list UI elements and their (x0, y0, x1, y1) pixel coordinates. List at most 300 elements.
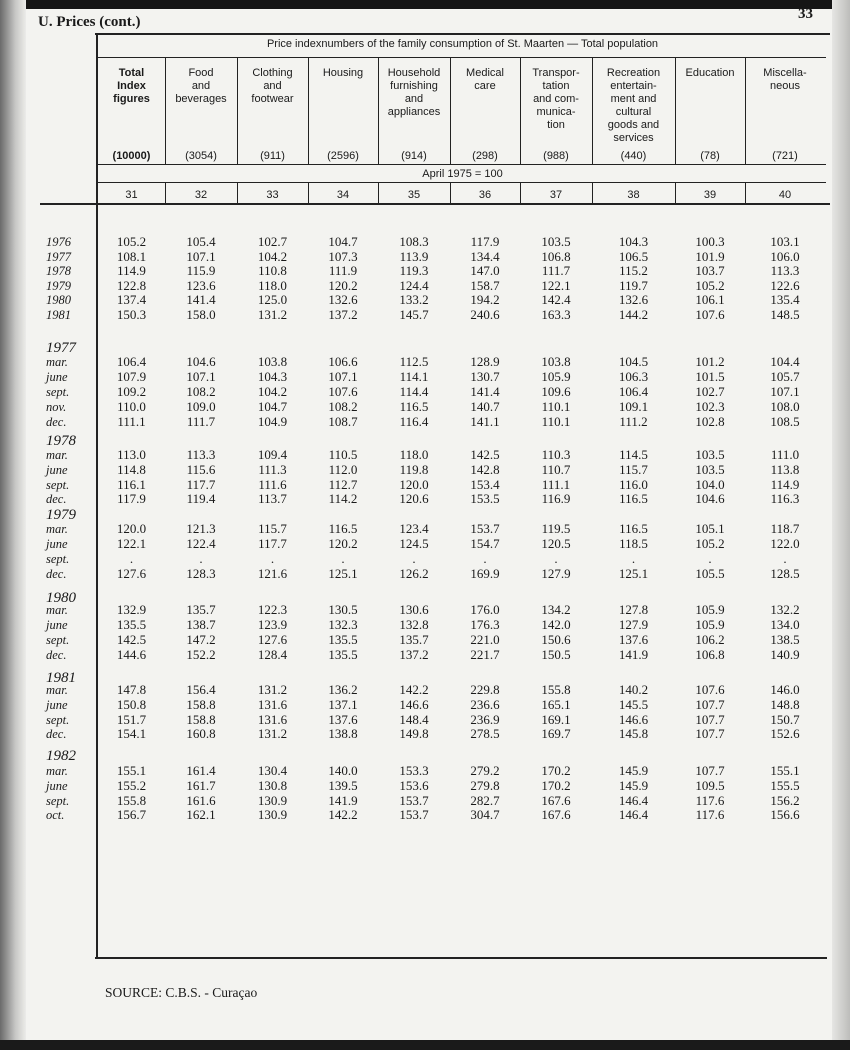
table-cell: 141.4 (470, 384, 500, 399)
column-header: Total Index figures (113, 67, 150, 105)
table-cell: 150.8 (116, 696, 147, 712)
table-cell: 109.5 (695, 777, 725, 793)
table-cell: 229.8 (470, 682, 500, 697)
table-cell: 147.0 (470, 263, 500, 278)
year-group-heading: 1979 (46, 507, 76, 523)
table-cell: 142.8 (470, 461, 500, 477)
header-bottom-rule (40, 203, 830, 205)
table-cell: 137.2 (399, 647, 429, 662)
column-header: Housing (322, 67, 364, 79)
page-number: 33 (798, 6, 813, 22)
row-label: nov. (46, 400, 67, 414)
table-cell: 118.5 (619, 536, 648, 551)
table-cell: 110.1 (541, 399, 571, 414)
table-cell: 103.8 (257, 354, 288, 369)
table-cell: 108.3 (399, 234, 429, 249)
row-label: june (46, 697, 68, 712)
table-cell: 146.6 (618, 711, 649, 727)
row-label: 1977 (46, 249, 71, 264)
year-group-heading: 1980 (46, 590, 76, 606)
table-cell: 126.2 (399, 566, 429, 581)
table-cell: 279.8 (470, 777, 500, 793)
table-cell: 158.0 (186, 306, 216, 322)
table-cell: 304.7 (470, 807, 500, 823)
table-cell: 147.2 (186, 632, 216, 647)
table-cell: 138.8 (328, 726, 358, 742)
table-cell: 117.9 (470, 234, 500, 249)
page-top-edge (0, 0, 850, 9)
table-cell: 124.4 (399, 277, 429, 293)
table-cell: 110.0 (117, 399, 146, 414)
table-cell: 116.4 (399, 414, 429, 429)
table-cell: 111.0 (770, 447, 800, 462)
table-cell: 169.1 (541, 711, 571, 727)
table-cell: 115.7 (258, 521, 287, 536)
table-cell: 105.2 (116, 234, 147, 249)
table-cell: 104.6 (186, 354, 216, 369)
row-label: 1979 (46, 278, 71, 293)
table-cell: 101.2 (695, 354, 725, 369)
table-cell: 116.5 (619, 521, 648, 536)
table-cell: 114.1 (399, 369, 429, 384)
table-cell: 113.7 (258, 491, 287, 507)
table-cell: 106.1 (695, 292, 725, 307)
table-cell: 107.6 (328, 384, 358, 399)
table-cell: 140.0 (328, 763, 358, 778)
column-header: Education (685, 67, 735, 79)
table-cell: 138.7 (186, 617, 216, 632)
table-cell: 108.5 (770, 414, 800, 429)
table-cell: 105.1 (695, 521, 725, 536)
table-cell: 104.9 (257, 414, 288, 429)
table-cell: 134.0 (770, 617, 800, 632)
table-cell: 148.8 (770, 696, 800, 712)
table-cell: 108.0 (770, 399, 800, 414)
table-cell: 107.7 (695, 711, 725, 727)
table-cell: 154.7 (470, 536, 500, 551)
bottom-rule (95, 957, 827, 959)
table-cell: 103.1 (770, 234, 800, 249)
table-cell: 221.7 (470, 647, 500, 662)
table-cell: 169.7 (541, 726, 571, 742)
column-weight: (914) (401, 150, 427, 162)
table-cell: . (270, 551, 275, 566)
table-cell: 134.4 (470, 248, 500, 264)
base-rule (98, 182, 826, 183)
table-cell: 116.1 (117, 476, 146, 492)
table-cell: 150.3 (116, 306, 147, 322)
table-cell: 130.9 (257, 792, 288, 808)
table-cell: 116.5 (399, 399, 429, 414)
table-cell: 105.2 (695, 536, 725, 551)
row-label: mar. (46, 355, 68, 369)
table-cell: 107.9 (116, 369, 147, 384)
table-cell: 121.3 (186, 521, 216, 536)
table-cell: 107.7 (695, 726, 725, 742)
table-cell: 130.4 (257, 763, 288, 778)
table-cell: 146.4 (618, 792, 649, 808)
row-label: dec. (46, 492, 67, 507)
table-cell: 117.7 (258, 536, 287, 551)
table-cell: 116.9 (541, 491, 571, 507)
table-title: Price indexnumbers of the family consumption of St. Maarten — Total population (266, 38, 659, 50)
table-cell: 145.9 (618, 763, 649, 778)
table-cell: 109.6 (541, 384, 571, 399)
table-cell: 105.9 (695, 617, 725, 632)
table-cell: 106.3 (618, 369, 649, 384)
row-label: sept. (46, 793, 70, 808)
table-cell: 141.4 (186, 292, 216, 307)
table-cell: 136.2 (328, 682, 358, 697)
table-cell: 116.5 (619, 491, 648, 507)
table-cell: 128.5 (770, 566, 800, 581)
table-cell: 111.2 (619, 414, 648, 429)
year-group-heading: 1977 (46, 340, 76, 356)
table-cell: 236.9 (470, 711, 500, 727)
table-cell: 115.2 (619, 263, 648, 278)
table-cell: 116.5 (328, 521, 358, 536)
table-cell: 106.8 (695, 647, 725, 662)
table-cell: 100.3 (695, 234, 725, 249)
table-cell: 113.3 (186, 447, 216, 462)
table-cell: 153.7 (470, 521, 500, 536)
table-cell: 153.6 (399, 777, 429, 793)
table-cell: 156.4 (186, 682, 216, 697)
table-cell: 107.7 (695, 696, 725, 712)
row-label: 1978 (46, 264, 71, 278)
table-cell: 125.1 (328, 566, 358, 581)
table-cell: 151.7 (116, 711, 147, 727)
table-cell: 131.2 (257, 682, 288, 697)
table-cell: 140.9 (770, 647, 800, 662)
table-cell: 131.6 (257, 696, 288, 712)
table-cell: 114.9 (770, 476, 800, 492)
table-cell: 170.2 (541, 777, 571, 793)
table-cell: 137.1 (328, 696, 358, 712)
column-number: 35 (407, 189, 421, 201)
table-cell: 102.8 (695, 414, 725, 429)
table-cell: 106.4 (116, 354, 147, 369)
table-cell: 107.3 (328, 248, 358, 264)
table-cell: 142.4 (541, 292, 571, 307)
table-cell: 109.1 (618, 399, 649, 414)
table-cell: 120.2 (328, 536, 358, 551)
row-label: dec. (46, 415, 67, 429)
table-cell: 160.8 (186, 726, 216, 742)
table-cell: 153.4 (470, 476, 500, 492)
table-cell: 107.6 (695, 306, 725, 322)
table-cell: 127.9 (541, 566, 571, 581)
table-cell: 125.1 (618, 566, 649, 581)
table-cell: 123.6 (186, 277, 216, 293)
table-cell: 123.9 (257, 617, 288, 632)
table-cell: 119.8 (399, 461, 429, 477)
table-cell: 122.3 (257, 602, 288, 617)
row-label: mar. (46, 764, 68, 778)
column-header: Food and beverages (175, 67, 227, 105)
table-cell: 142.0 (541, 617, 571, 632)
column-number: 40 (778, 189, 792, 201)
table-cell: 106.4 (618, 384, 649, 399)
table-cell: 130.7 (470, 369, 500, 384)
row-label: 1981 (46, 307, 71, 322)
table-cell: 135.4 (770, 292, 800, 307)
table-cell: 106.2 (695, 632, 725, 647)
row-label: oct. (46, 808, 65, 823)
table-cell: 142.5 (116, 632, 147, 647)
table-cell: 118.0 (258, 277, 287, 293)
table-cell: 106.8 (541, 248, 571, 264)
table-cell: 156.2 (770, 792, 800, 808)
table-cell: 122.0 (770, 536, 800, 551)
table-cell: 156.7 (116, 807, 147, 823)
table-cell: 137.6 (618, 632, 649, 647)
table-cell: 135.5 (328, 632, 358, 647)
table-cell: 130.8 (257, 777, 288, 793)
table-cell: 104.4 (770, 354, 800, 369)
column-header: Miscella- neous (763, 67, 807, 92)
table-cell: 128.9 (470, 354, 500, 369)
table-cell: 107.1 (770, 384, 800, 399)
table-cell: 102.7 (257, 234, 288, 249)
column-number: 38 (627, 189, 640, 201)
row-label: 1976 (46, 235, 71, 249)
table-cell: 119.5 (541, 521, 571, 536)
table-cell: 117.6 (695, 807, 725, 823)
table-cell: . (341, 551, 345, 566)
column-number: 33 (266, 189, 279, 201)
table-cell: 153.7 (399, 792, 429, 808)
table-cell: 133.2 (399, 292, 429, 307)
table-cell: 132.6 (618, 292, 649, 307)
weights-rule (98, 164, 826, 165)
table-cell: 155.5 (770, 777, 800, 793)
table-cell: 117.7 (186, 476, 216, 492)
table-cell: 127.9 (618, 617, 649, 632)
table-cell: 141.1 (470, 414, 500, 429)
table-cell: 118.0 (399, 447, 429, 462)
table-cell: 111.9 (328, 263, 358, 278)
table-cell: 132.9 (116, 602, 147, 617)
table-cell: 137.6 (328, 711, 358, 727)
table-cell: 142.2 (399, 682, 429, 697)
table-cell: 127.6 (257, 632, 288, 647)
table-cell: 145.8 (618, 726, 649, 742)
table-cell: 152.6 (770, 726, 800, 742)
table-cell: . (129, 551, 134, 566)
table-cell: 120.0 (399, 476, 429, 492)
table-cell: 111.7 (186, 414, 216, 429)
row-label: 1980 (46, 293, 71, 307)
table-cell: 176.0 (470, 602, 500, 617)
table-cell: 127.6 (116, 566, 147, 581)
table-cell: 114.2 (328, 491, 358, 507)
table-cell: 138.5 (770, 632, 800, 647)
table-cell: 113.3 (770, 263, 800, 278)
table-cell: 119.7 (619, 277, 648, 293)
table-cell: 103.8 (541, 354, 571, 369)
column-header: Recreation entertain- ment and cultural goods and services (606, 67, 661, 144)
table-cell: 120.2 (328, 277, 358, 293)
table-cell: . (483, 551, 487, 566)
year-group-heading: 1978 (46, 433, 76, 449)
year-group-heading: 1981 (46, 670, 76, 686)
book-binding-shadow (0, 0, 26, 1050)
row-label: sept. (46, 633, 70, 647)
column-weight: (298) (472, 150, 498, 162)
table-cell: . (199, 551, 203, 566)
table-cell: 141.9 (328, 792, 358, 808)
row-label: dec. (46, 727, 67, 742)
row-label: mar. (46, 522, 68, 536)
column-header: Household furnishing and appliances (387, 67, 441, 118)
table-cell: 240.6 (470, 306, 500, 322)
table-cell: 104.7 (257, 399, 288, 414)
table-cell: 125.0 (257, 292, 288, 307)
table-cell: 155.1 (770, 763, 800, 778)
column-number: 32 (194, 189, 208, 201)
table-cell: 105.9 (541, 369, 571, 384)
table-cell: 140.2 (618, 682, 649, 697)
table-cell: 148.4 (399, 711, 429, 727)
table-cell: 145.5 (618, 696, 649, 712)
table-cell: 108.7 (328, 414, 358, 429)
table-cell: 122.4 (186, 536, 216, 551)
column-number: 36 (478, 189, 492, 201)
table-cell: 104.6 (695, 491, 725, 507)
table-cell: 102.7 (695, 384, 725, 399)
table-cell: 170.2 (541, 763, 571, 778)
table-cell: 122.8 (116, 277, 147, 293)
table-cell: 111.1 (117, 414, 146, 429)
table-cell: 118.7 (770, 521, 800, 536)
table-cell: 113.9 (399, 248, 429, 264)
table-cell: 153.3 (399, 763, 429, 778)
table-cell: 107.1 (328, 369, 358, 384)
table-cell: 110.1 (541, 414, 571, 429)
table-cell: 111.1 (541, 476, 571, 492)
row-label: sept. (46, 385, 70, 399)
table-cell: 142.5 (470, 447, 500, 462)
table-cell: 106.6 (328, 354, 358, 369)
table-cell: 104.5 (618, 354, 649, 369)
top-rule (95, 33, 830, 35)
column-weight: (78) (700, 150, 720, 162)
table-cell: 158.8 (186, 711, 216, 727)
table-cell: 115.6 (186, 461, 216, 477)
table-cell: 132.6 (328, 292, 358, 307)
row-label: mar. (46, 683, 68, 697)
table-cell: 116.3 (770, 491, 800, 507)
table-cell: 113.0 (117, 447, 146, 462)
table-cell: 167.6 (541, 792, 571, 808)
table-cell: 135.5 (116, 617, 147, 632)
table-cell: 158.8 (186, 696, 216, 712)
table-cell: 135.7 (399, 632, 429, 647)
column-header: Transpor- tation and com- munica- tion (532, 67, 580, 131)
table-cell: 169.9 (470, 566, 500, 581)
table-cell: 120.6 (399, 491, 429, 507)
table-cell: 144.6 (116, 647, 147, 662)
row-label: june (46, 462, 68, 477)
table-cell: 167.6 (541, 807, 571, 823)
table-cell: 194.2 (470, 292, 500, 307)
row-label: june (46, 778, 68, 793)
table-cell: 114.4 (399, 384, 429, 399)
table-cell: 144.2 (618, 306, 649, 322)
table-cell: 109.0 (186, 399, 216, 414)
table-cell: 128.4 (257, 647, 288, 662)
row-label: mar. (46, 603, 68, 617)
table-cell: 161.4 (186, 763, 216, 778)
table-cell: 154.1 (116, 726, 147, 742)
year-group-heading: 1982 (46, 748, 76, 764)
table-cell: 101.5 (695, 369, 725, 384)
table-cell: 135.7 (186, 602, 216, 617)
table-cell: 155.8 (116, 792, 147, 808)
table-cell: 146.4 (618, 807, 649, 823)
table-cell: 117.6 (695, 792, 725, 808)
table-cell: 103.5 (541, 234, 571, 249)
table-cell: 130.6 (399, 602, 429, 617)
table-cell: 150.6 (541, 632, 571, 647)
table-cell: 117.9 (117, 491, 146, 507)
table-cell: 279.2 (470, 763, 500, 778)
table-cell: . (631, 551, 636, 566)
table-cell: 128.3 (186, 566, 216, 581)
table-cell: . (554, 551, 558, 566)
table-cell: 153.7 (399, 807, 429, 823)
table-cell: 110.5 (328, 447, 358, 462)
table-cell: 141.9 (618, 647, 649, 662)
column-number: 31 (125, 189, 138, 201)
table-cell: 139.5 (328, 777, 358, 793)
column-header: Clothing and footwear (251, 67, 294, 105)
table-cell: 137.2 (328, 306, 358, 322)
table-cell: 122.6 (770, 277, 800, 293)
table-cell: 107.1 (186, 369, 216, 384)
table-cell: 105.9 (695, 602, 725, 617)
table-cell: 104.3 (618, 234, 649, 249)
table-cell: 142.2 (328, 807, 358, 823)
base-period: April 1975 = 100 (422, 168, 503, 180)
table-cell: 107.1 (186, 248, 216, 264)
table-cell: 146.0 (770, 682, 800, 697)
table-cell: 109.4 (257, 447, 288, 462)
table-cell: 134.2 (541, 602, 571, 617)
table-cell: 104.2 (257, 384, 288, 399)
column-weight: (721) (772, 150, 798, 162)
table-cell: 110.8 (258, 263, 287, 278)
table-cell: . (412, 551, 416, 566)
table-cell: 119.4 (186, 491, 216, 507)
column-weight: (2596) (327, 150, 359, 162)
table-cell: 115.7 (619, 461, 648, 477)
table-cell: 135.5 (328, 647, 358, 662)
section-title: U. Prices (cont.) (38, 14, 141, 30)
table-cell: . (783, 551, 787, 566)
table-cell: 114.5 (619, 447, 648, 462)
table-cell: 155.8 (541, 682, 571, 697)
table-cell: 130.9 (257, 807, 288, 823)
table-cell: 110.3 (541, 447, 571, 462)
row-label: sept. (46, 552, 70, 566)
table-cell: 111.7 (541, 263, 571, 278)
table-cell: 162.1 (186, 807, 216, 823)
table-cell: 221.0 (470, 632, 500, 647)
table-cell: 119.3 (399, 263, 429, 278)
page-bottom-edge (0, 1040, 850, 1050)
